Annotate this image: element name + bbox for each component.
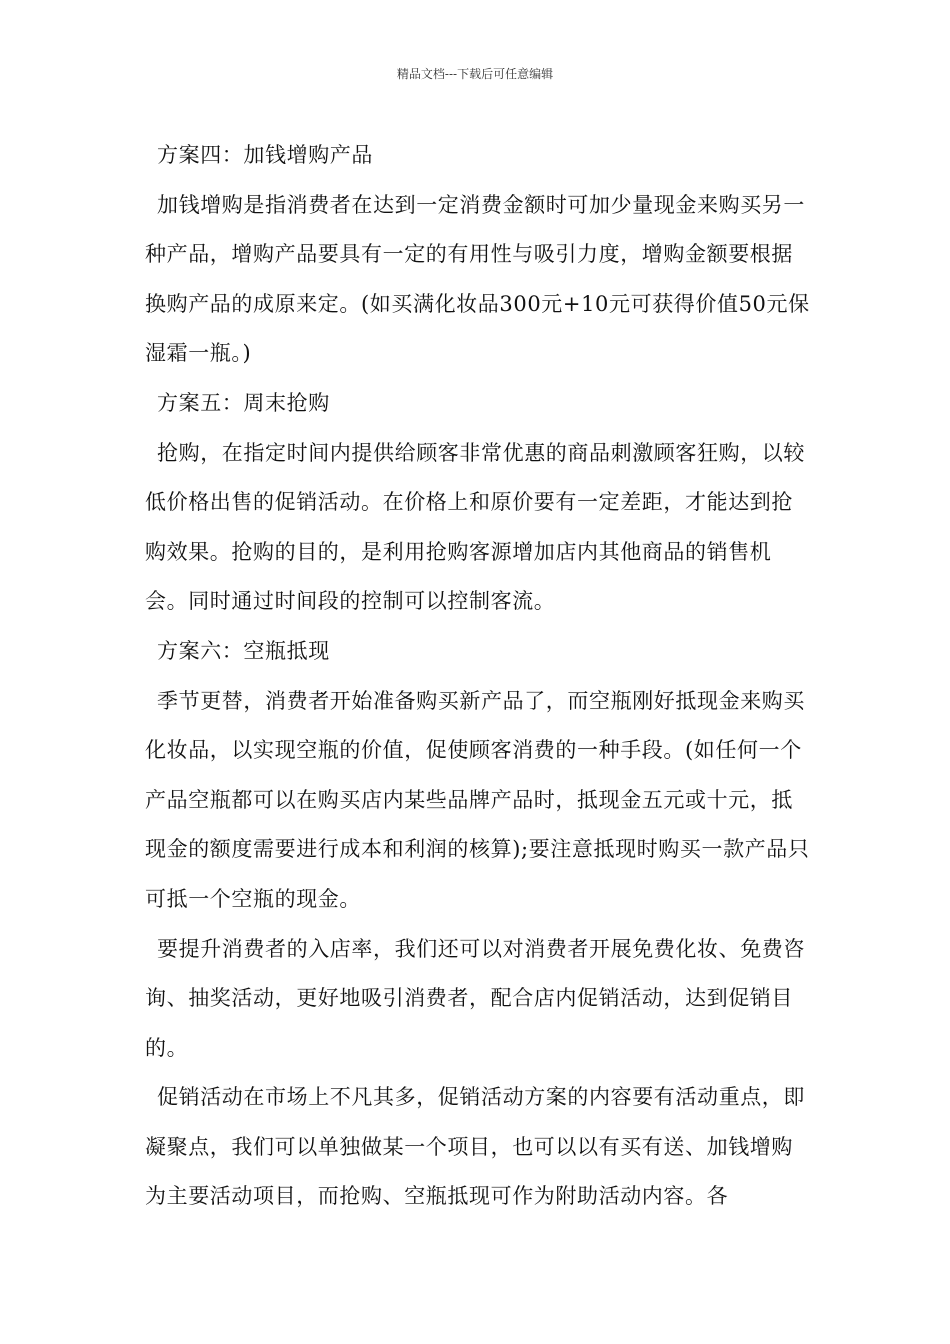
paragraph-store-traffic: 要提升消费者的入店率，我们还可以对消费者开展免费化妆、免费咨询、抽奖活动，更好地吸引消费者，配合店内促销活动，达到促销目的。 — [145, 936, 805, 1060]
document-body — [145, 131, 810, 1222]
section-heading-plan-5: 方案五：周末抢购 — [157, 390, 330, 415]
paragraph-plan-4-description: 加钱增购是指消费者在达到一定消费金额时可加少量现金来购买另一种产品，增购产品要具有一定的有用性与吸引力度，增购金额要根据换购产品的成原来定。(如买满化妆品300元+10元可获得价值50元保湿霜一瓶。) — [145, 192, 810, 366]
page-header: 精品文档---下载后可任意编辑 — [396, 67, 554, 81]
paragraph-promotion-summary: 促销活动在市场上不凡其多，促销活动方案的内容要有活动重点，即凝聚点，我们可以单独做某一个项目，也可以以有买有送、加钱增购为主要活动项目，而抢购、空瓶抵现可作为附助活动内容。各 — [145, 1085, 805, 1209]
paragraph-plan-5-description: 抢购，在指定时间内提供给顾客非常优惠的商品刺激顾客狂购，以较低价格出售的促销活动。在价格上和原价要有一定差距，才能达到抢购效果。抢购的目的，是利用抢购客源增加店内其他商品的销售机会。同时通过时间段的控制可以控制客流。 — [145, 440, 805, 614]
paragraph-plan-6-description: 季节更替，消费者开始准备购买新产品了，而空瓶刚好抵现金来购买化妆品，以实现空瓶的价值，促使顾客消费的一种手段。(如任何一个产品空瓶都可以在购买店内某些品牌产品时，抵现金五元或十元，抵现金的额度需要进行成本和利润的核算);要注意抵现时购买一款产品只可抵一个空瓶的现金。 — [145, 688, 810, 911]
section-heading-plan-4: 方案四：加钱增购产品 — [157, 143, 373, 167]
section-heading-plan-6: 方案六：空瓶抵现 — [157, 638, 330, 663]
